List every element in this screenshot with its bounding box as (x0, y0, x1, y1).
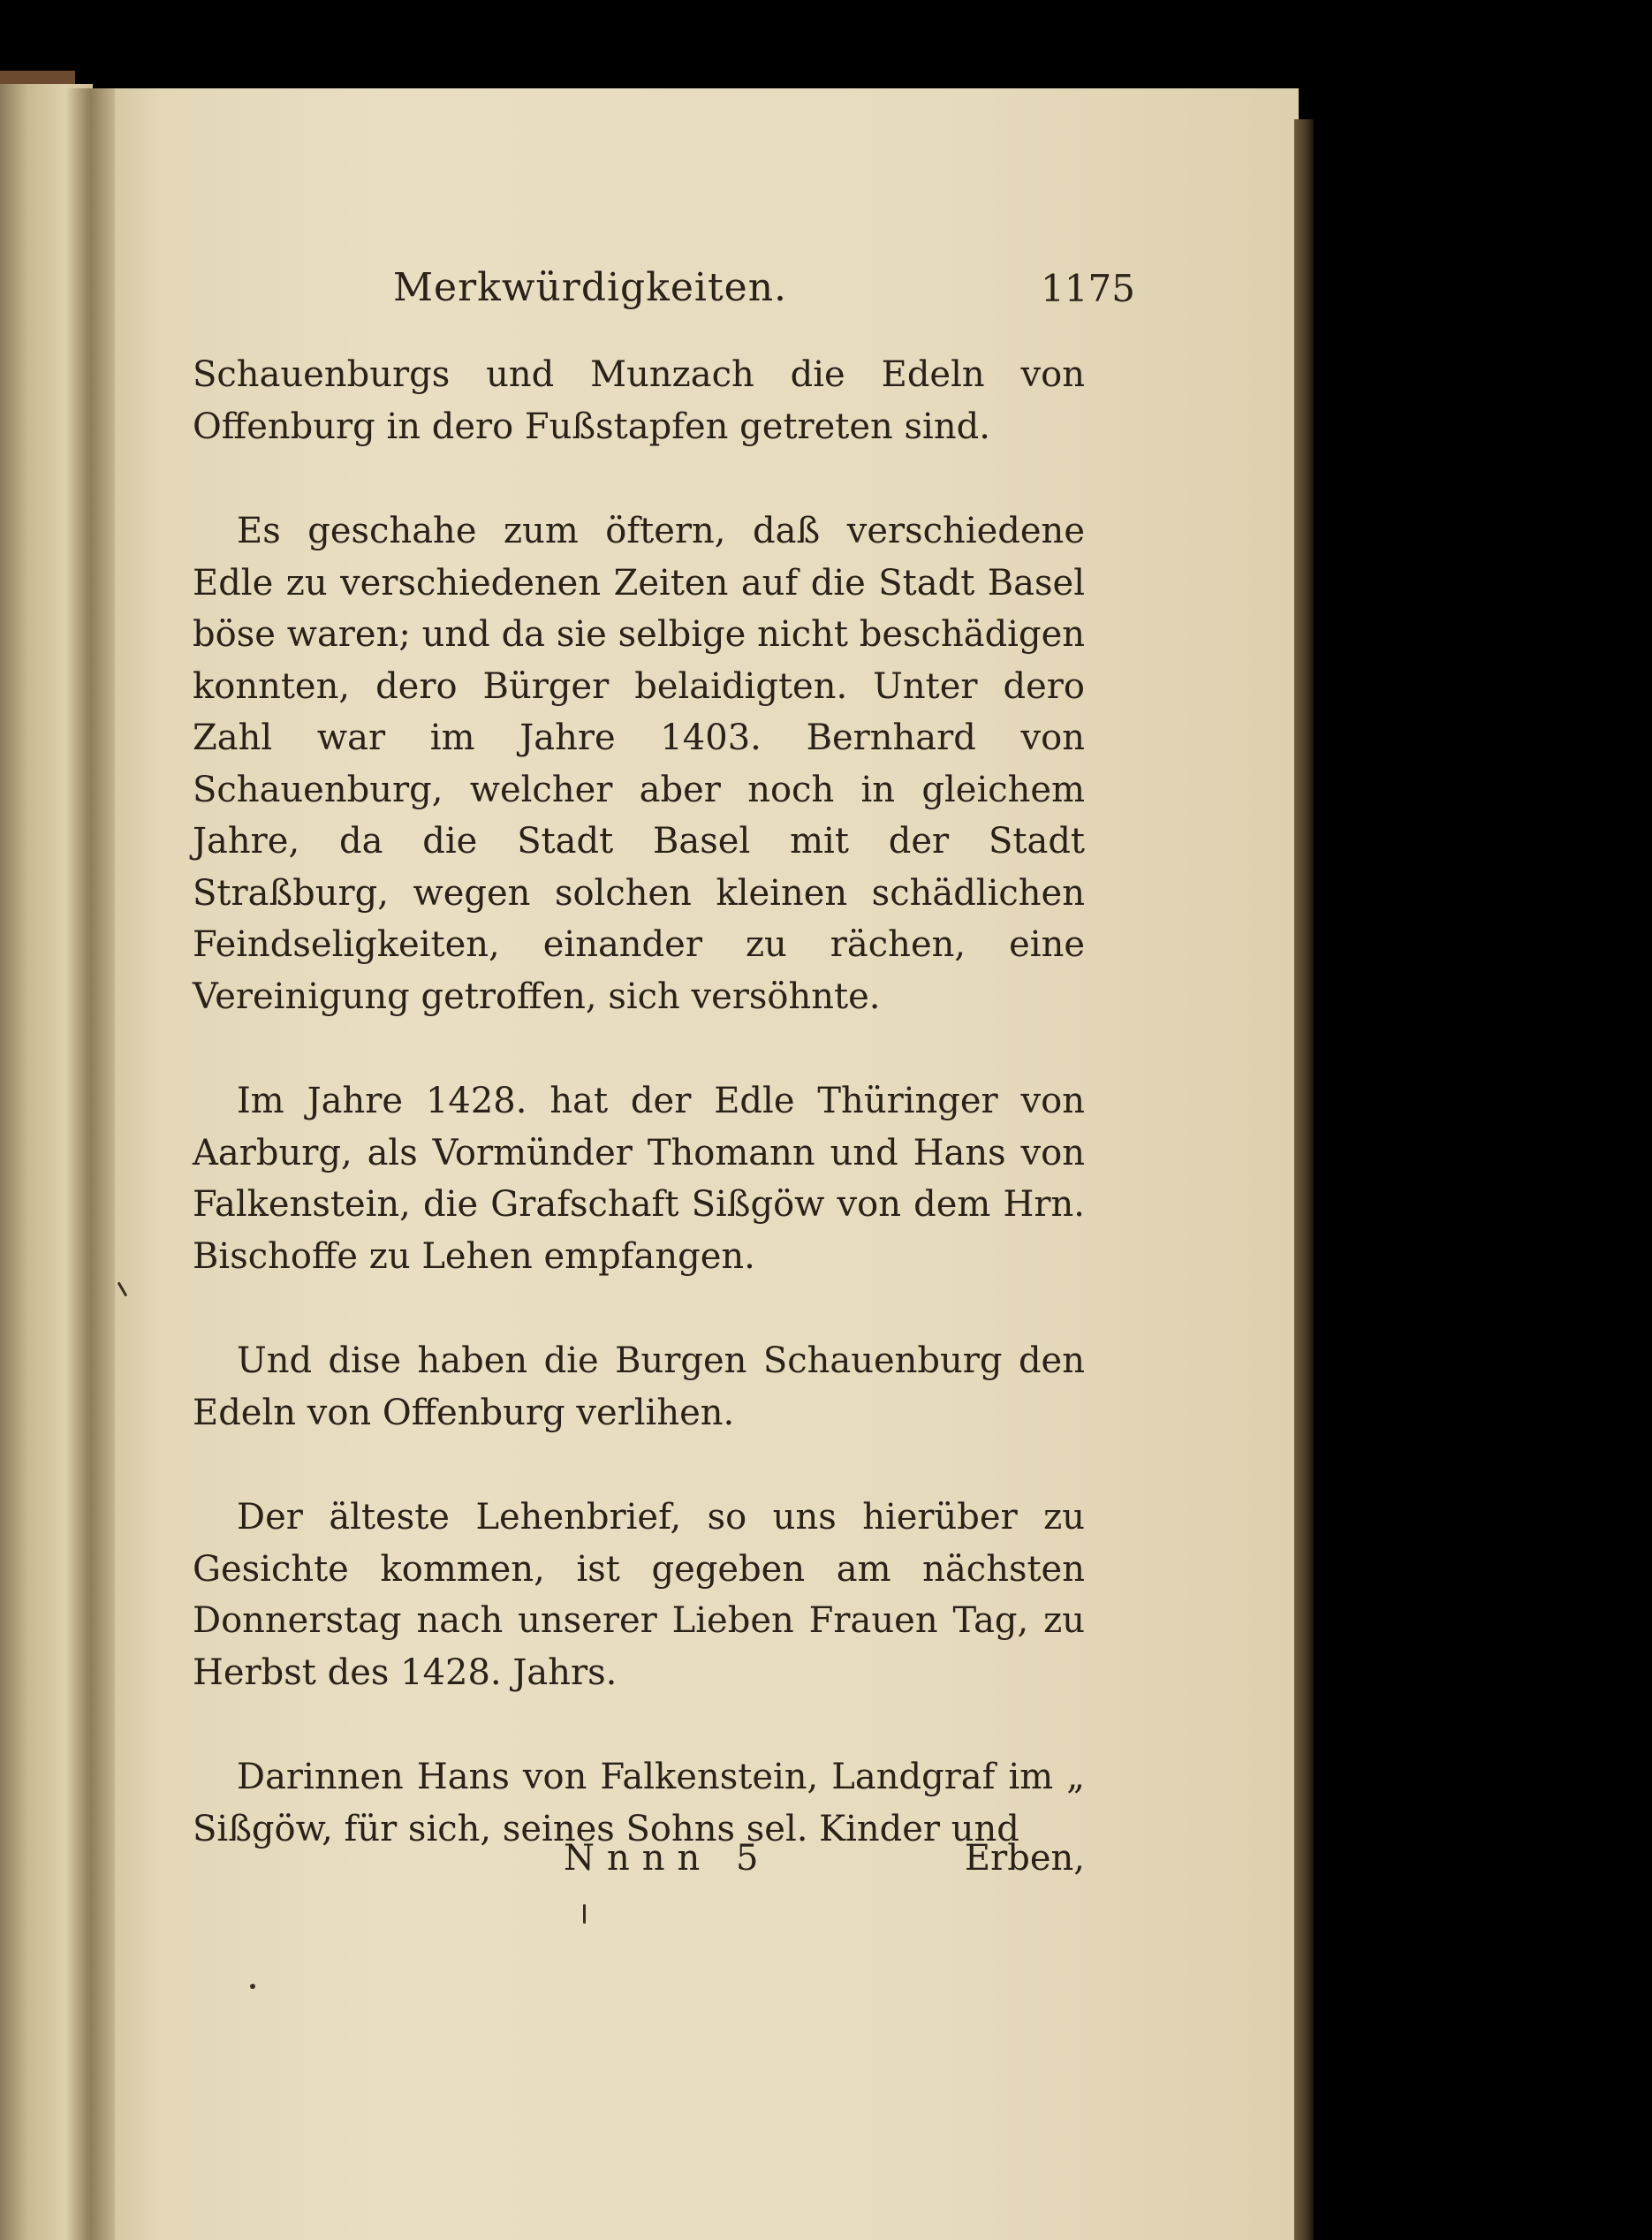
page-header (181, 265, 1135, 336)
signature-mark: Nnnn 5 (564, 1838, 771, 1879)
catchword: Erben, (964, 1838, 1085, 1879)
page-number: 1175 (1041, 267, 1135, 310)
paper-speck (250, 1984, 255, 1989)
paragraph-6: Darinnen Hans von Falkenstein, Landgraf im „ Sißgöw, für sich, seines Sohns sel. Kinder und (193, 1757, 1085, 1849)
running-title: Merkwürdigkeiten. (393, 265, 788, 310)
page-fore-edge (1294, 119, 1314, 2240)
paper-speck (583, 1904, 586, 1924)
page-footer (193, 1838, 1085, 1891)
paragraph-4: Und dise haben die Burgen Schauenburg den Edeln von Offenburg verlihen. (193, 1340, 1085, 1433)
paragraph-5: Der älteste Lehenbrief, so uns hierüber zu Gesichte kommen, ist gegeben am nächsten Donnerstag nach unserer Lieben Frauen Tag, zu Herbst des 1428. Jahrs. (193, 1497, 1085, 1693)
page-body (193, 349, 1085, 1908)
paragraph-3: Im Jahre 1428. hat der Edle Thüringer von Aarburg, als Vormünder Thomann und Hans von Falkenstein, die Grafschaft Sißgöw von dem Hrn. Bischoffe zu Lehen empfangen. (193, 1081, 1085, 1277)
spine-shadow (66, 88, 115, 2240)
paragraph-2: Es geschahe zum öftern, daß verschiedene Edle zu verschiedenen Zeiten auf die Stadt Basel böse waren; und da sie selbige nicht beschädigen konnten, dero Bürger belaidigten. Unter dero Zahl war im Jahre 1403. Bernhard von Schauenburg, welcher aber noch in gleichem Jahre, da die Stadt Basel mit der Stadt Straßburg, wegen solchen kleinen schädlichen Feindseligkeiten, einander zu rächen, eine Vereinigung getroffen, sich versöhnte. (193, 511, 1085, 1017)
paragraph-1: Schauenburgs und Munzach die Edeln von Offenburg in dero Fußstapfen getreten sind. (193, 354, 1085, 447)
